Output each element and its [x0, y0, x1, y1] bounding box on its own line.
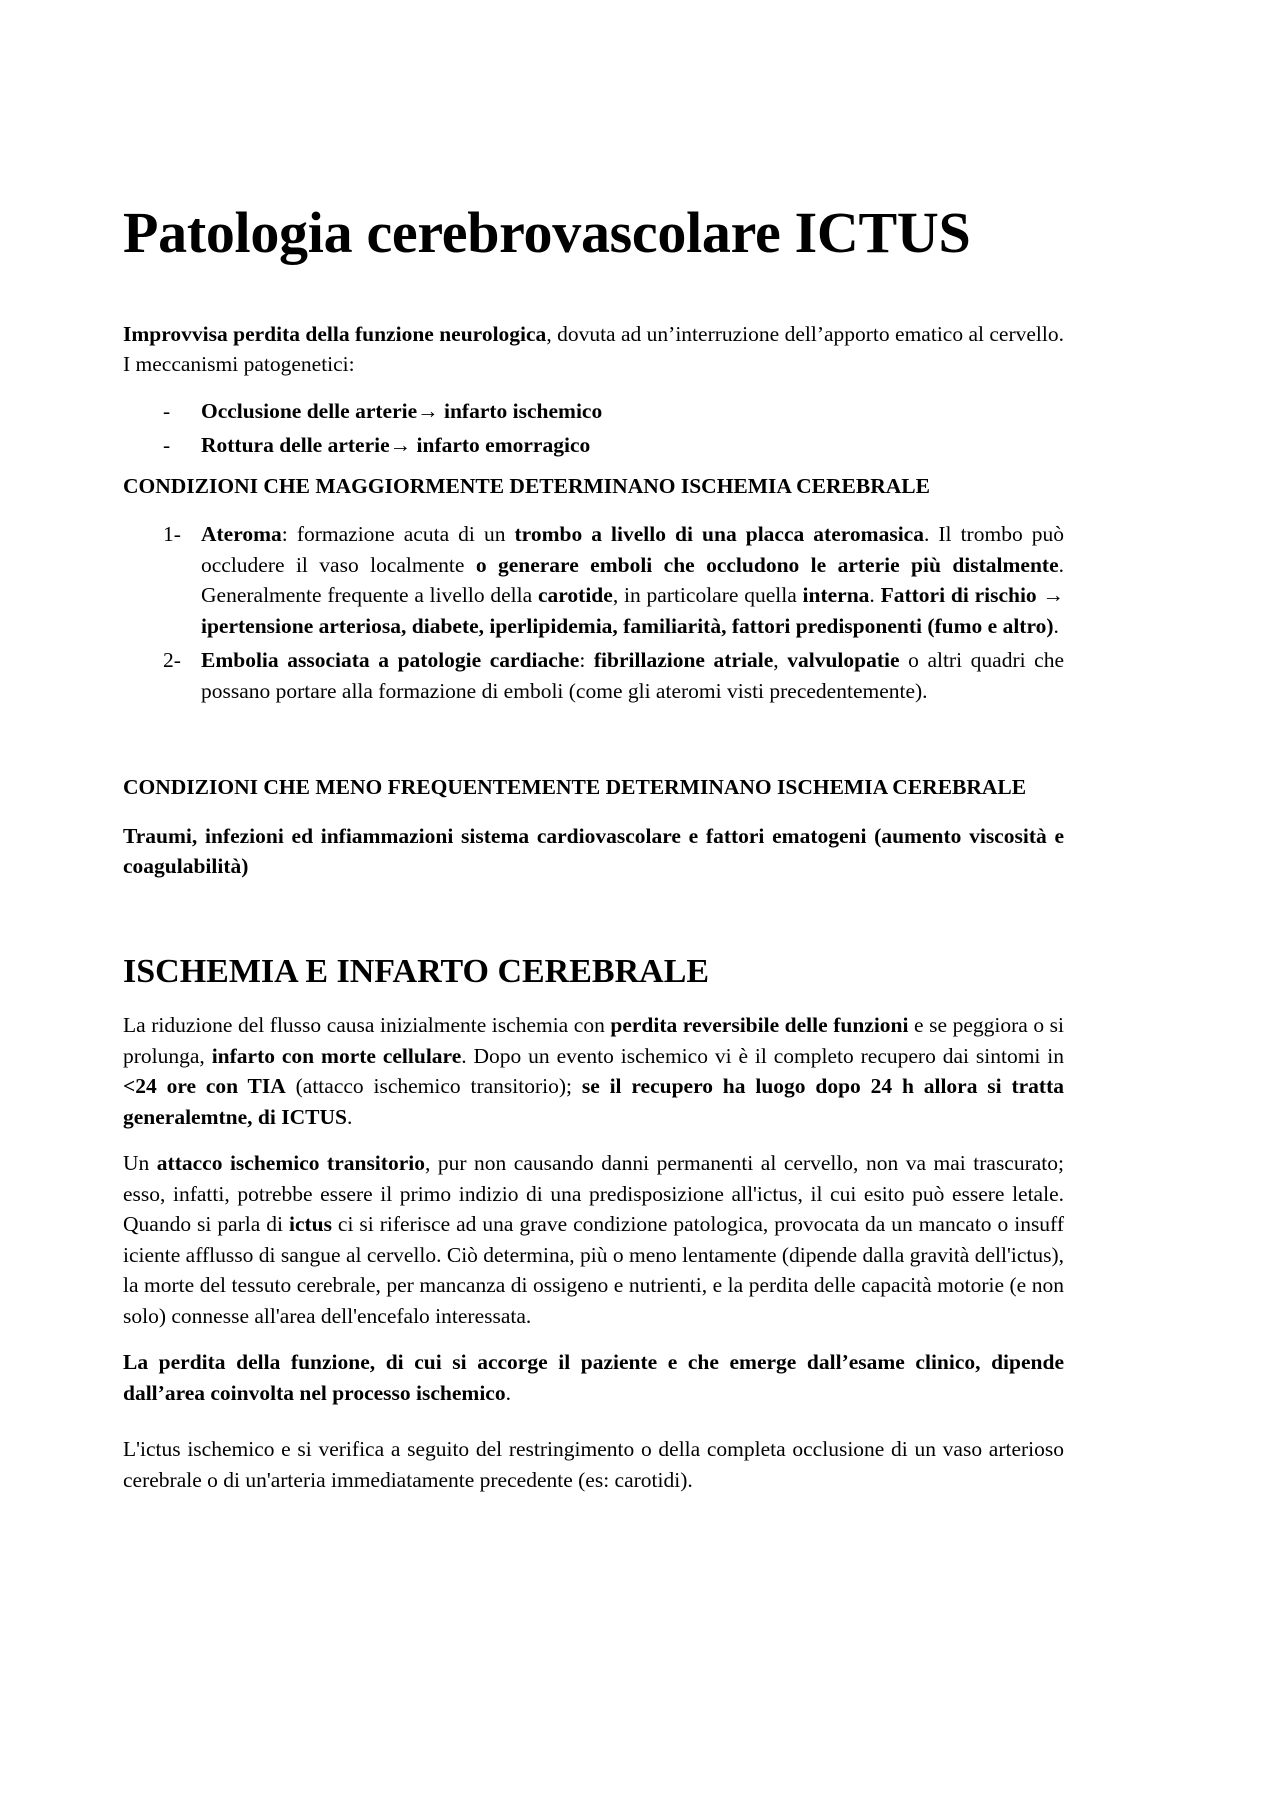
text-span: ci si riferisce ad una grave condizione patologica, provocata da un mancato o insuff iciente afflusso di sangue al cervello. Ciò determina, più o meno lentamente (dipende dalla gravità dell'ictus), la morte del tessuto cerebrale, per mancanza di ossigeno e nutrienti, e la perdita delle capacità motorie (e non solo) connesse all'area dell'encefalo interessata.: [123, 1212, 1064, 1328]
page-title: Patologia cerebrovascolare ICTUS: [123, 200, 971, 265]
text-span: .: [346, 1104, 353, 1129]
spacer: [123, 898, 1064, 952]
text-span: Un: [123, 1151, 157, 1176]
list-marker: 1-: [163, 522, 181, 547]
list-item-text: Rottura delle arterie→ infarto emorragico: [201, 433, 591, 458]
text-span: .: [505, 1380, 511, 1405]
ischemia-paragraph-3: [123, 1347, 1064, 1408]
bold-span: o generare emboli che occludono le arterie più distalmente: [475, 552, 1059, 577]
bold-span: se il recupero ha luogo dopo 24 h allora si tratta generalemtne, di ICTUS: [123, 1074, 1064, 1129]
section-heading-ischemia: ISCHEMIA E INFARTO CEREBRALE: [123, 952, 710, 990]
spacer: [123, 1424, 1064, 1434]
bold-span: fibrillazione atriale: [593, 648, 774, 673]
mechanisms-list: [123, 396, 1064, 461]
bold-span: perdita reversibile delle funzioni: [610, 1013, 909, 1038]
bold-span: interna: [802, 583, 870, 608]
text-span: o altri quadri che possano portare alla formazione di emboli (come gli ateromi visti precedentemente).: [201, 648, 1064, 703]
spacer: [123, 722, 1064, 772]
section-heading-major: CONDIZIONI CHE MAGGIORMENTE DETERMINANO ISCHEMIA CEREBRALE: [123, 473, 930, 498]
text-span: . Il trombo può occludere il vaso localmente: [201, 522, 1064, 577]
text-span: . Generalmente frequente a livello della: [201, 552, 1064, 608]
text-span: : formazione acuta di un: [281, 522, 515, 547]
major-conditions-list: [123, 519, 1064, 706]
bold-span: Traumi, infezioni ed infiammazioni sistema cardiovascolare e fattori ematogeni (aumento viscosità e coagulabilità): [123, 823, 1064, 879]
bold-span: attacco ischemico transitorio: [156, 1151, 425, 1176]
text-span: La riduzione del flusso causa inizialmente ischemia con: [123, 1013, 611, 1038]
ischemia-paragraph-4: L'ictus ischemico e si verifica a seguito del restringimento o della completa occlusione di un vaso arterioso cerebrale o di un'arteria immediatamente precedente (es: carotidi).: [123, 1437, 1064, 1492]
section-heading-minor: CONDIZIONI CHE MENO FREQUENTEMENTE DETERMINANO ISCHEMIA CEREBRALE: [123, 775, 1027, 800]
text-span: .: [869, 583, 881, 608]
bold-span: La perdita della funzione, di cui si accorge il paziente e che emerge dall’esame clinico, dipende dall’area coinvolta nel processo ischemico: [123, 1350, 1064, 1405]
list-item-text: Occlusione delle arterie→ infarto ischemico: [201, 398, 603, 423]
term-ateroma: Ateroma: [201, 522, 282, 547]
list-marker: 2-: [163, 648, 181, 673]
list-marker: -: [163, 398, 171, 423]
ischemia-paragraph-2: [123, 1148, 1064, 1331]
list-marker: -: [163, 433, 171, 458]
text-span: , in particolare quella: [612, 583, 803, 608]
bold-span: infarto con morte cellulare: [211, 1043, 462, 1068]
bold-span: <24 ore con TIA: [123, 1074, 286, 1099]
risk-factors: Fattori di rischio → ipertensione arteriosa, diabete, iperlipidemia, familiarità, fattori predisponenti (fumo e altro): [201, 583, 1064, 638]
list-item: [123, 645, 1064, 706]
intro-text: , dovuta ad un’interruzione dell’apporto ematico al cervello. I meccanismi patogenetici:: [123, 321, 1064, 377]
bold-span: ictus: [288, 1212, 332, 1237]
term-embolia: Embolia associata a patologie cardiache: [201, 648, 580, 673]
list-item: [123, 519, 1064, 641]
text-span: e se peggiora o si prolunga,: [123, 1013, 1065, 1068]
text-span: ,: [773, 648, 788, 673]
ischemia-paragraph-1: [123, 1010, 1064, 1132]
list-item: [123, 396, 1064, 427]
list-item: [123, 430, 1064, 461]
minor-conditions-paragraph: [123, 821, 1064, 882]
text-span: , pur non causando danni permanenti al cervello, non va mai trascurato; esso, infatti, potrebbe essere il primo indizio di una predisposizione all'ictus, il cui esito può essere letale. Quando si parla di: [123, 1151, 1065, 1237]
bold-span: carotide: [537, 583, 613, 608]
bold-span: valvulopatie: [787, 648, 900, 673]
text-span: :: [579, 648, 594, 673]
text-span: . Dopo un evento ischemico vi è il completo recupero dai sintomi in: [461, 1043, 1065, 1068]
text-span: (attacco ischemico transitorio);: [285, 1074, 582, 1099]
bold-span: trombo a livello di una placca ateromasica: [514, 522, 924, 547]
intro-bold: Improvvisa perdita della funzione neurologica: [123, 321, 547, 346]
text-span: .: [1053, 613, 1059, 638]
intro-paragraph: [123, 319, 1064, 380]
